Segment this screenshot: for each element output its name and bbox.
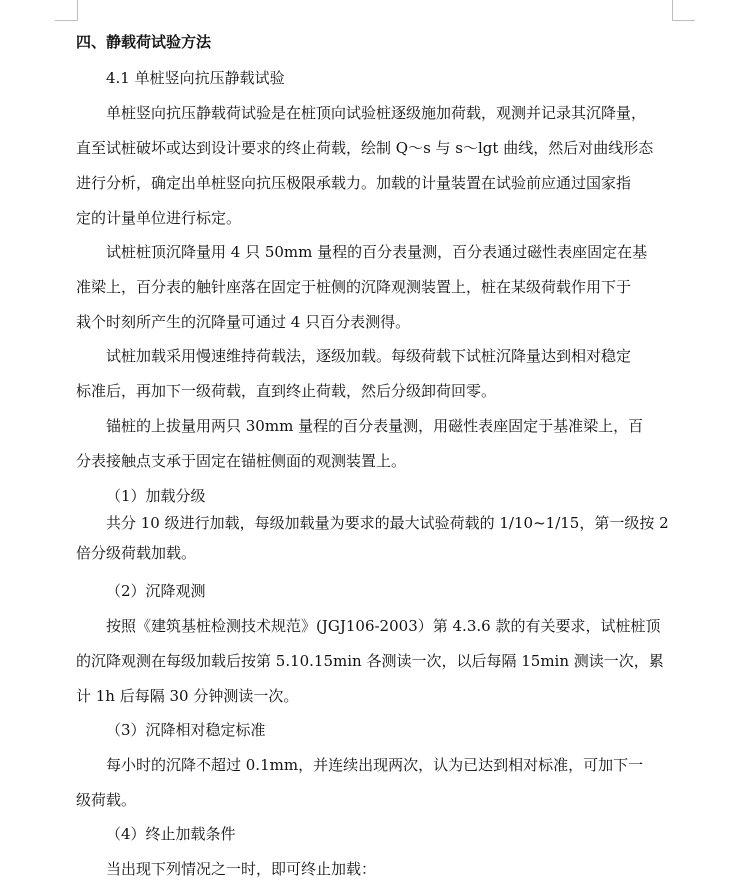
paragraph-line: 试桩加载采用慢速维持荷载法，逐级加载。每级荷载下试桩沉降量达到相对稳定 [106,347,632,365]
paragraph-line: 共分 10 级进行加载，每级加载量为要求的最大试验荷载的 1/10~1/15，第一级按 2 [106,514,669,532]
section-heading: 四、静载荷试验方法 [76,33,212,51]
paragraph-line: 锚桩的上拔量用两只 30mm 量程的百分表量测，用磁性表座固定于基准梁上，百 [106,417,644,435]
subsection-heading: 4.1 单桩竖向抗压静载试验 [106,69,285,87]
item-heading: （2）沉降观测 [106,582,206,600]
paragraph-line: 按照《建筑基桩检测技术规范》(JGJ106-2003）第 4.3.6 款的有关要求，试桩桩顶 [106,617,661,635]
paragraph-line: 级荷载。 [76,791,137,809]
paragraph-line: 标准后，再加下一级荷载，直到终止荷载，然后分级卸荷回零。 [76,382,497,400]
paragraph-line: 计 1h 后每隔 30 分钟测读一次。 [76,687,299,705]
paragraph-line: 单桩竖向抗压静载荷试验是在桩顶向试验桩逐级施加荷载，观测并记录其沉降量， [106,104,647,122]
item-heading: （4）终止加载条件 [106,825,236,843]
paragraph-line: 每小时的沉降不超过 0.1mm，并连续出现两次，认为已达到相对标准，可加下一 [106,756,644,774]
paragraph-line: 定的计量单位进行标定。 [76,209,242,227]
page-corner-mark-left [55,0,78,21]
paragraph-line: 准梁上，百分表的触针座落在固定于桩侧的沉降观测装置上，桩在某级荷载作用下于 [76,278,632,296]
paragraph-line: 倍分级荷载加载。 [76,544,197,562]
item-heading: （1）加载分级 [106,487,206,505]
paragraph-line: 分表接触点支承于固定在锚桩侧面的观测装置上。 [76,452,407,470]
paragraph-line: 的沉降观测在每级加载后按第 5.10.15min 各测读一次，以后每隔 15min 测读一次，累 [76,652,664,670]
paragraph-line: 试桩桩顶沉降量用 4 只 50mm 量程的百分表量测，百分表通过磁性表座固定在基 [106,243,648,261]
paragraph-line: 直至试桩破坏或达到设计要求的终止荷载，绘制 Q～s 与 s～lgt 曲线，然后对曲线形态 [76,139,654,157]
page-corner-mark-right [672,0,695,21]
item-heading: （3）沉降相对稳定标准 [106,721,266,739]
paragraph-line: 栽个时刻所产生的沉降量可通过 4 只百分表测得。 [76,313,411,331]
paragraph-line: 进行分析，确定出单桩竖向抗压极限承载力。加载的计量装置在试验前应通过国家指 [76,174,632,192]
paragraph-line: 当出现下列情况之一时，即可终止加载： [106,860,377,878]
